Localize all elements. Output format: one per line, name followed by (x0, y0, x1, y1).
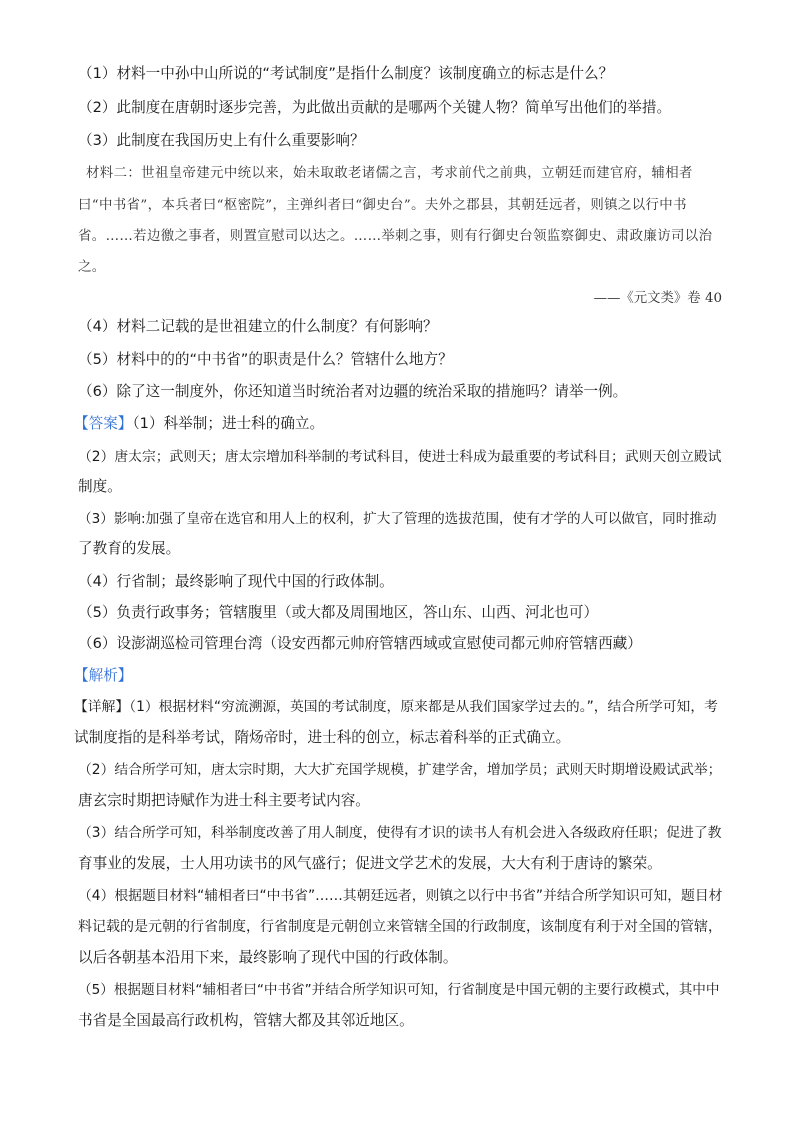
answer-1: （1）科举制；进士科的确立。 (132, 415, 325, 432)
answer-3-line-2: 了教育的发展。 (78, 540, 181, 557)
answer-3-line-1: （3）影响:加强了皇帝在选官和用人上的权利，扩大了管理的选拔范围，使有才学的人可以做官，同时推动 (78, 511, 717, 527)
answer-2-line-1: （2）唐太宗；武则天；唐太宗增加科举制的考试科目，使进士科成为最重要的考试科目；武则天创立殿试 (78, 449, 722, 465)
material-2-line-3: 省。……若边徼之事者，则置宣慰司以达之。……举刺之事，则有行御史台领监察御史、肃政廉访司以治 (78, 229, 713, 244)
answer-block-first-line (74, 414, 324, 434)
analysis-5-line-1: （5）根据题目材料“辅相者曰“中书省”并结合所学知识可知，行省制度是中国元朝的主要行政模式，其中中 (78, 982, 720, 998)
analysis-3-line-2: 育事业的发展，士人用功读书的风气盛行；促进文学艺术的发展，大大有利于唐诗的繁荣。 (78, 855, 662, 872)
material-2-line-1: 材料二：世祖皇帝建元中统以来，始未取敢老诸儒之言，考求前代之前典，立朝廷而建官府，辅相者 (86, 166, 693, 181)
analysis-2-line-1: （2）结合所学可知，唐太宗时期，大大扩充国学规模，扩建学舍，增加学员；武则天时期增设殿试武举； (78, 762, 722, 778)
answer-4: （4）行省制；最终影响了现代中国的行政体制。 (78, 573, 394, 590)
answer-5: （5）负责行政事务；管辖腹里（或大都及周围地区，答山东、山西、河北也可） (78, 604, 599, 621)
question-1: （1）材料一中孙中山所说的“考试制度”是指什么制度？该制度确立的标志是什么？ (78, 65, 614, 82)
analysis-3-line-1: （3）结合所学可知，科举制度改善了用人制度，使得有才识的读书人有机会进入各级政府任职；促进了教 (78, 825, 722, 841)
answer-2-line-2: 制度。 (78, 478, 122, 495)
question-4: （4）材料二记载的是世祖建立的什么制度？有何影响？ (78, 318, 438, 335)
question-2: （2）此制度在唐朝时逐步完善，为此做出贡献的是哪两个关键人物？简单写出他们的举措。 (78, 99, 672, 116)
analysis-5-line-2: 书省是全国最高行政机构，管辖大都及其邻近地区。 (78, 1012, 414, 1029)
analysis-4-line-2: 料记载的是元朝的行省制度，行省制度是元朝创立来管辖全国的行政制度，该制度有利于对全国的管辖， (78, 919, 722, 935)
question-6: （6）除了这一制度外，你还知道当时统治者对边疆的统治采取的措施吗？请举一例。 (78, 383, 628, 400)
analysis-4-line-3: 以后各朝基本沿用下来，最终影响了现代中国的行政体制。 (78, 949, 458, 966)
analysis-1-line-1: 【详解】（1）根据材料“穷流溯源，英国的考试制度，原来都是从我们国家学过去的。”，结合所学可知，考 (74, 699, 718, 715)
analysis-4-line-1: （4）根据题目材料“辅相者曰“中书省”……其朝廷远者，则镇之以行中书省”并结合所学知识可知，题目材 (78, 888, 723, 904)
material-2-line-2: 曰“中书省”，本兵者曰“枢密院”，主弹纠者曰“御史台”。夫外之郡县，其朝廷远者，则镇之以行中书 (78, 198, 687, 213)
question-3: （3）此制度在我国历史上有什么重要影响？ (78, 132, 365, 149)
answer-6: （6）设澎湖巡检司管理台湾（设安西都元帅府管辖西域或宣慰使司都元帅府管辖西藏） (78, 635, 642, 652)
answer-tag: 【答案】 (74, 415, 133, 432)
material-2-source: ——《元文类》卷 40 (593, 291, 722, 306)
analysis-1-line-2: 试制度指的是科举考试，隋炀帝时，进士科的创立，标志着科举的正式确立。 (74, 729, 571, 746)
material-2-line-4: 之。 (78, 260, 106, 275)
analysis-tag: 【解析】 (74, 667, 133, 684)
analysis-2-line-2: 唐玄宗时期把诗赋作为进士科主要考试内容。 (78, 792, 370, 809)
question-5: （5）材料中的的“中书省”的职责是什么？管辖什么地方？ (78, 351, 453, 368)
